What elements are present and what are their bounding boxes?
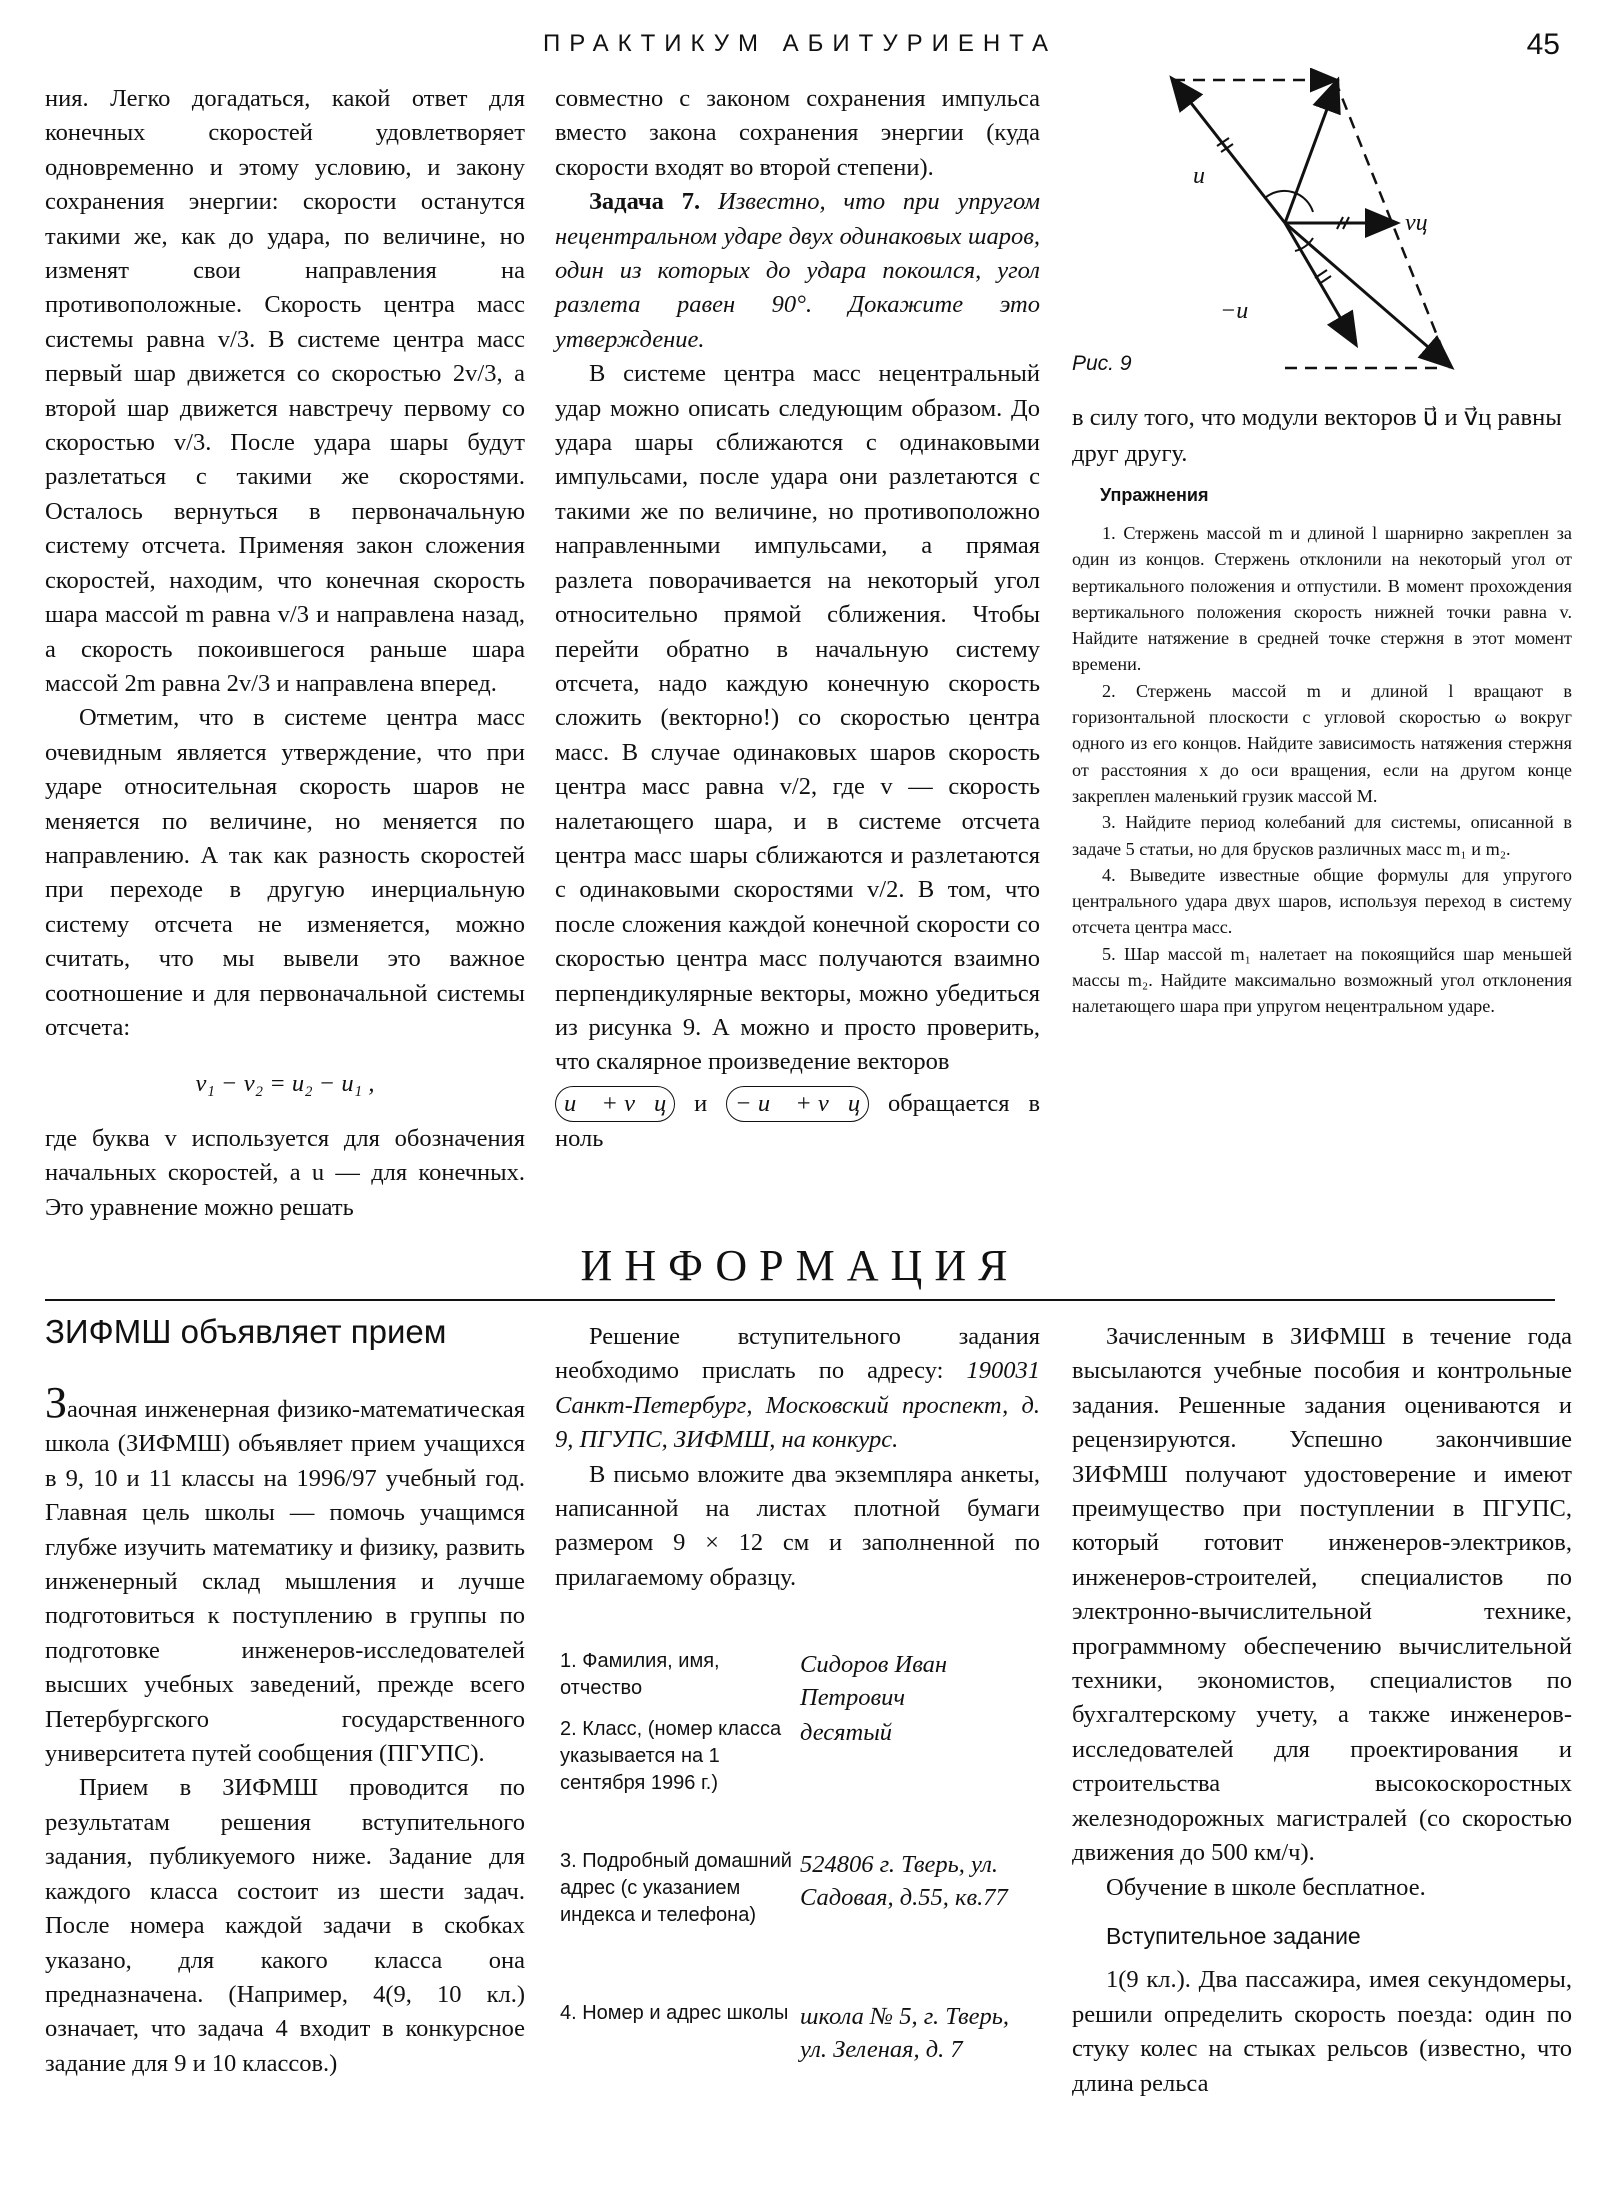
form-question: 1. Фамилия, имя, отчество <box>560 1650 720 1699</box>
form-row <box>560 1848 1040 2000</box>
vector-expression <box>555 1086 1040 1157</box>
form-row <box>560 1648 1040 1716</box>
exercise-item: 2. Стержень массой m и длиной l вращают в горизонтальной плоскости с угловой скоростью ω вокруг одного из его концов. Найдите зависимость натяжения стержня от расстояния x до оси вращения, если на другом конце закреплен маленький грузик массой M. <box>1072 680 1572 806</box>
drop-cap: З <box>45 1378 68 1427</box>
info-column-1 <box>45 1378 525 2081</box>
article-title: ЗИФМШ объявляет прием <box>45 1313 447 1350</box>
form-answer: 524806 г. Тверь, ул. Садовая, д.55, кв.77 <box>800 1851 1008 1911</box>
form-answer: школа № 5, г. Тверь, ул. Зеленая, д. 7 <box>800 2003 1010 2063</box>
exercise-item: 4. Выведите известные общие формулы для упругого центрального удара двух шаров, используя переход в систему отсчета центра масс. <box>1072 864 1572 938</box>
paragraph: Отметим, что в системе центра масс очевидным является утверждение, что при ударе относительная скорость шаров не меняется по величине, но меняется по направлению. А так как разность скоростей при переходе в другую инерциальную систему отсчета не изменяется, можно считать, что мы вывели это важное соотношение и для первоначальной системы отсчета: <box>45 704 525 1041</box>
form-answer: десятый <box>800 1719 893 1746</box>
running-header: ПРАКТИКУМ АБИТУРИЕНТА <box>542 30 1058 57</box>
label-u: u <box>1193 163 1205 189</box>
task-number: 1(9 кл.). <box>1106 1966 1191 1994</box>
label-vc: vц <box>1405 210 1428 236</box>
paragraph: Прием в ЗИФМШ проводится по результатам решения вступительного задания, публикуемого ниже. Задание для каждого класса состоит из шести задач. После номера каждой задачи в скобках указано, для какого класса она предназначена. (Например, 4(9, 10 кл.) означает, что задача 4 входит в конкурсное задание для 9 и 10 классов.) <box>45 1774 525 2077</box>
paragraph: В письмо вложите два экземпляра анкеты, написанной на листах плотной бумаги размером 9 × 12 см и заполненной по прилагаемому образцу. <box>555 1460 1040 1591</box>
application-form-sample <box>560 1648 1040 2066</box>
vector-sum: u⃗ + v⃗ц <box>555 1086 675 1122</box>
paragraph: В системе центра масс нецентральный удар можно описать следующим образом. До удара шары сближаются с одинаковыми импульсами, после удара они разлетаются с такими же по величине, но противоположно направленными импульсами, а прямая разлета поворачивается на некоторый угол относительно прямой сближения. Чтобы перейти обратно в начальную систему отсчета, надо каждую конечную скорость сложить (векторно!) со скоростью центра масс. В случае одинаковых шаров скорость центра масс равна v/2, где v — скорость налетающего шара, и в системе отсчета центра масс шары сближаются и разлетаются с одинаковыми скоростями v/2. В том, что после сложения каждой конечной скорости со скоростью центра масс получаются взаимно перпендикулярные векторы, можно убедиться из рисунка 9. А можно и просто проверить, что скалярное произведение векторов <box>555 360 1040 1076</box>
article-column-2 <box>555 82 1040 1157</box>
entry-task-title: Вступительное задание <box>1106 1922 1361 1949</box>
divider <box>45 1299 1555 1301</box>
form-question: 3. Подробный домашний адрес (с указанием индекса и телефона) <box>560 1850 792 1926</box>
article-column-1 <box>45 82 525 1225</box>
vector-difference: − u⃗ + v⃗ц <box>726 1086 869 1122</box>
info-column-3 <box>1072 1320 1572 2101</box>
exercise-item: 3. Найдите период колебаний для системы, описанной в задаче 5 статьи, но для брусков различных масс m₁ и m₂. <box>1072 812 1572 859</box>
info-column-2 <box>555 1320 1040 1595</box>
task-1: 1(9 кл.). Два пассажира, имея секундомеры, решили определить скорость поезда: один по стуку колес на стыках рельсов (известно, что длина рельса <box>1072 1966 1573 2097</box>
vector-difference-line <box>1285 223 1450 366</box>
paragraph: в силу того, что модули векторов u⃗ и v⃗ц равны друг другу. <box>1072 404 1562 467</box>
vector-sum-line <box>1285 82 1337 223</box>
task-label: Задача 7. <box>589 188 701 216</box>
figure-caption: Рис. 9 <box>1072 352 1132 375</box>
page-number: 45 <box>1526 28 1560 61</box>
paragraph: ния. Легко догадаться, какой ответ для конечных скоростей удовлетворяет одновременно и этому условию, и закону сохранения энергии: скорости останутся такими же, как до удара, по величине, но изменят свои направления на противоположные. Скорость центра масс системы равна v/3. В системе центра масс первый шар движется со скоростью 2v/3, а второй шар движется навстречу первому со скоростью v/3. После удара шары будут разлетаться с такими же скоростями. Осталось вернуться в первоначальную систему отсчета. Применяя закон сложения скоростей, находим, что конечная скорость шара массой m равна v/3 и направлена назад, а скорость покоившегося раньше шара массой 2m равна 2v/3 и направлена вперед. <box>45 85 525 697</box>
exercises-title: Упражнения <box>1100 485 1209 505</box>
paragraph-end: обращается в ноль <box>555 1089 1041 1153</box>
vector-u-line <box>1173 80 1285 223</box>
section-title: ИНФОРМАЦИЯ <box>580 1241 1020 1290</box>
paragraph: Зачисленным в ЗИФМШ в течение года высылаются учебные пособия и контрольные задания. Решенные задания оцениваются и рецензируются. Успешно закончившие ЗИФМШ получают удостоверение и имеют преимущество при поступлении в ПГУПС, который готовит инженеров-электриков, инженеров-строителей, специалистов по электронно-вычислительной технике, программному обеспечению вычислительной техники, экономистов, специалистов по бухгалтерскому учету, а также инженеров-исследователей для проектирования и строительства высокоскоростных железнодорожных магистралей (со скоростью движения до 500 км/ч). <box>1072 1323 1572 1867</box>
form-row <box>560 2000 1040 2066</box>
formula: v₁ − v₂ = u₂ − u₁ , <box>195 1070 375 1098</box>
paragraph: совместно с законом сохранения импульса вместо закона сохранения энергии (куда скорости входят во второй степени). <box>555 85 1040 181</box>
label-minus-u: −u <box>1220 298 1249 324</box>
form-row <box>560 1716 1040 1848</box>
postal-address: 190031 Санкт-Петербург, Московский проспект, д. 9, ПГУПС, ЗИФМШ, на конкурс. <box>555 1357 1040 1454</box>
task-text: Известно, что при упругом нецентральном ударе двух одинаковых шаров, один из которых до удара покоился, угол разлета равен 90°. Докажите это утверждение. <box>555 188 1040 353</box>
paragraph: Решение вступительного задания необходимо прислать по адресу: 190031 Санкт-Петербург, Московский проспект, д. 9, ПГУПС, ЗИФМШ, на конкурс. <box>555 1323 1040 1454</box>
form-question: 2. Класс, (номер класса указывается на 1 сентября 1996 г.) <box>560 1718 782 1794</box>
exercise-item: 1. Стержень массой m и длиной l шарнирно закреплен за один из концов. Стержень отклонили на некоторый угол от вертикального положения и отпустили. В момент прохождения вертикального положения скорость нижней точки равна v. Найдите натяжение в средней точке стержня в этот момент времени. <box>1072 523 1572 675</box>
exercise-item: 5. Шар массой m₁ налетает на покоящийся шар меньшей массы m₂. Найдите максимально возможный угол отклонения налетающего шара при упругом нецентральном ударе. <box>1072 943 1572 1017</box>
exercises-list <box>1072 520 1572 1020</box>
paragraph: Обучение в школе бесплатное. <box>1106 1873 1426 1901</box>
paragraph: где буква v используется для обозначения начальных скоростей, а u — для конечных. Это уравнение можно решать <box>45 1124 525 1221</box>
paragraph: Заочная инженерная физико-математическая школа (ЗИФМШ) объявляет прием учащихся в 9, 10 и 11 классы на 1996/97 учебный год. Главная цель школы — помочь учащимся глубже изучить математику и физику, развить инженерный склад мышления и лучше подготовиться к поступлению в группы по подготовке инженеров-исследователей высших учебных заведений, прежде всего Петербургского государственного университета путей сообщения (ПГУПС). <box>45 1378 525 1768</box>
form-question: 4. Номер и адрес школы <box>560 2002 789 2024</box>
form-answer: Сидоров Иван Петрович <box>800 1651 948 1711</box>
figure-9-vector-diagram <box>1165 68 1555 388</box>
task-7 <box>555 185 1040 357</box>
conjunction: и <box>694 1089 708 1117</box>
